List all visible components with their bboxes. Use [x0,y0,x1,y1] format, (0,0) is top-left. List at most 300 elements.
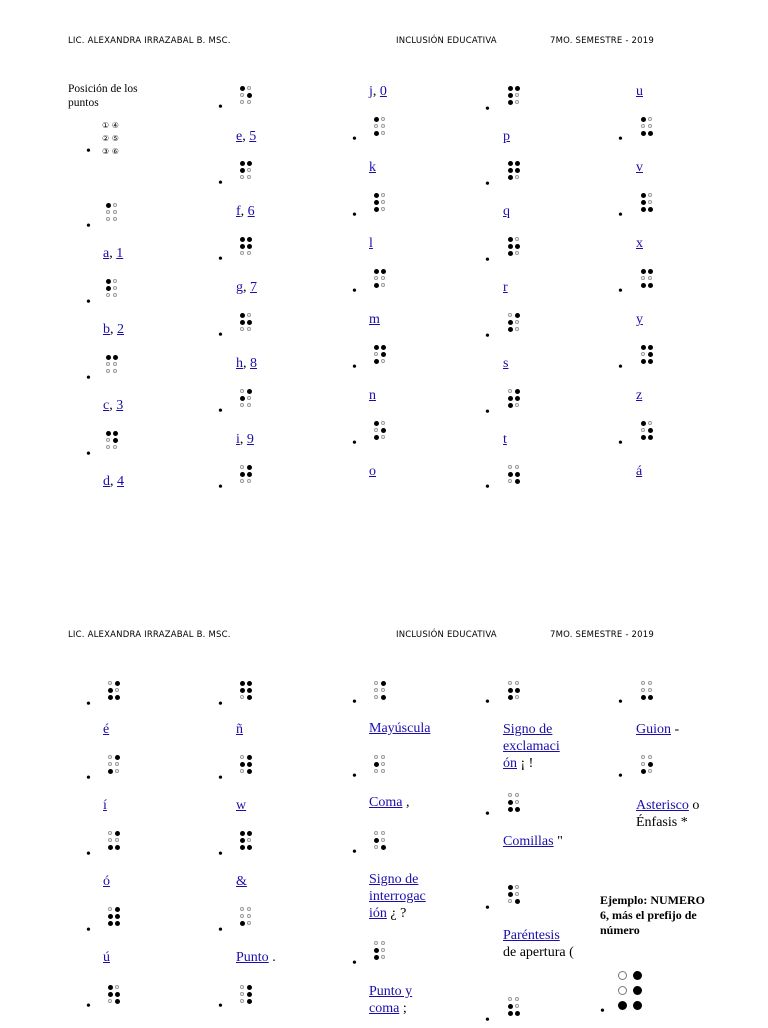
letter-link[interactable]: Punto y coma [369,984,413,1016]
braille-label [103,797,107,814]
braille-dot-raised [508,244,513,249]
bullet: • [352,284,357,299]
letter-link[interactable]: t [503,432,507,447]
letter-link[interactable]: Comillas [503,834,554,849]
braille-dot-raised [240,168,245,173]
letter-link[interactable]: o [369,464,376,479]
bullet: • [86,447,91,462]
bullet: • [218,847,223,862]
number-link[interactable]: 1 [116,246,124,261]
braille-dot-empty [247,396,251,400]
braille-dot-raised [508,472,513,477]
letter-link[interactable]: v [636,160,643,175]
braille-dot-raised [247,237,252,242]
braille-cell [106,203,120,224]
letter-link[interactable]: x [636,236,643,251]
letter-link[interactable]: k [369,160,376,175]
letter-link[interactable]: u [636,84,643,99]
braille-dot-raised [108,921,113,926]
braille-label [369,235,373,252]
braille-dot-empty [106,369,110,373]
bullet: • [218,252,223,267]
braille-dot-raised [113,355,118,360]
braille-dot-raised [106,203,111,208]
letter-link[interactable]: & [236,874,247,889]
braille-dot-raised [381,695,386,700]
letter-link[interactable]: c [103,398,110,413]
braille-dot-raised [374,948,379,953]
number-link[interactable]: 3 [116,398,124,413]
braille-dot-empty [508,479,512,483]
braille-dot-empty [240,327,244,331]
braille-dot-empty [515,251,519,255]
letter-link[interactable]: b [103,322,110,337]
letter-link[interactable]: z [636,388,643,403]
braille-dot-raised [240,320,245,325]
bullet: • [618,436,623,451]
separator: , [109,246,117,261]
braille-dot-raised [106,355,111,360]
braille-label [369,311,380,328]
braille-dot-raised [515,389,520,394]
letter-link[interactable]: Mayúscula [369,721,431,736]
braille-dot-raised [115,831,120,836]
symbol-text: ¡ ! [517,756,534,771]
bullet: • [618,284,623,299]
bullet: • [600,1004,605,1019]
braille-dot-empty [108,838,112,842]
braille-dot-empty [381,955,385,959]
braille-cell [508,885,522,906]
braille-dot-empty [374,688,378,692]
letter-link[interactable]: Paréntesis [503,928,560,943]
braille-dot-empty [515,327,519,331]
bullet: • [86,697,91,712]
braille-dot-empty [641,428,645,432]
letter-link[interactable]: e [236,129,243,144]
braille-cell [374,193,388,214]
braille-label [369,871,441,922]
braille-dot-empty [515,100,519,104]
braille-label [503,355,508,372]
braille-dot-raised [108,769,113,774]
braille-dot-empty [240,695,244,699]
letter-link[interactable]: i [236,432,240,447]
bullet: • [618,360,623,375]
braille-dot-empty [247,168,251,172]
number-link[interactable]: 8 [250,356,257,371]
braille-dot-empty [381,755,385,759]
braille-dot-raised [641,435,646,440]
braille-dot-empty [247,251,251,255]
braille-dot-raised [374,421,379,426]
braille-dot-empty [381,124,385,128]
number-link[interactable]: 4 [117,474,124,489]
braille-dot-empty [508,465,512,469]
letter-link[interactable]: ó [103,874,110,889]
braille-dot-empty [648,200,652,204]
braille-dot-raised [515,168,520,173]
number-link[interactable]: 2 [117,322,124,337]
braille-dot-raised [115,695,120,700]
braille-dot-empty [508,793,512,797]
braille-dot-raised [108,688,113,693]
braille-dot-raised [108,985,113,990]
braille-dot-raised [508,327,513,332]
braille-dot-empty [374,276,378,280]
braille-dot-empty [108,681,112,685]
braille-label [636,159,643,176]
braille-dot-empty [240,479,244,483]
letter-link[interactable]: y [636,312,643,327]
braille-cell [641,117,655,138]
letter-link[interactable]: á [636,464,643,479]
bullet: • [485,480,490,495]
braille-dot-empty [240,403,244,407]
braille-dot-empty [618,971,627,980]
braille-label [369,387,376,404]
braille-dot-raised [515,899,520,904]
braille-cell [106,431,120,452]
braille-dot-raised [374,955,379,960]
braille-cell [374,681,388,702]
braille-dot-empty [108,755,112,759]
braille-dot-raised [108,992,113,997]
separator: , [110,322,117,337]
braille-dot-raised [247,769,252,774]
braille-dot-raised [515,472,520,477]
braille-label [503,431,507,448]
braille-dot-raised [374,283,379,288]
braille-dot-empty [381,359,385,363]
braille-label [503,833,575,850]
letter-link[interactable]: q [503,204,510,219]
separator: , [109,398,117,413]
braille-cell [508,86,522,107]
braille-dot-raised [515,479,520,484]
braille-dot-empty [508,313,512,317]
braille-dot-raised [381,352,386,357]
bullet: • [218,999,223,1014]
letter-link[interactable]: d [103,474,110,489]
braille-cell [374,831,388,852]
braille-dot-empty [374,681,378,685]
braille-dot-raised [641,345,646,350]
number-link[interactable]: 6 [247,204,255,219]
braille-dot-raised [515,396,520,401]
braille-dot-empty [240,992,244,996]
braille-dot-raised [381,345,386,350]
braille-dot-empty [381,283,385,287]
bullet: • [485,405,490,420]
braille-dot-raised [508,93,513,98]
braille-dot-empty [247,914,251,918]
letter-link[interactable]: r [503,280,508,295]
bullet: • [485,1013,490,1028]
braille-dot-raised [641,769,646,774]
braille-label [369,463,376,480]
braille-dot-empty [648,124,652,128]
symbol-text: ; [399,1001,407,1016]
braille-dot-empty [247,100,251,104]
bullet: • [218,480,223,495]
braille-cell [641,681,655,702]
symbol-text: . [268,950,276,965]
braille-dot-raised [374,269,379,274]
braille-dot-raised [374,838,379,843]
braille-dot-empty [515,892,519,896]
braille-dot-raised [240,838,245,843]
braille-label [103,873,110,890]
braille-dot-raised [247,845,252,850]
braille-cell [508,793,522,814]
braille-dot-raised [106,431,111,436]
bullet: • [485,807,490,822]
braille-dot-empty [374,695,378,699]
letter-link[interactable]: m [369,312,380,327]
braille-dot-raised [648,352,653,357]
braille-cell [374,941,388,962]
braille-dot-raised [648,695,653,700]
braille-dot-raised [247,985,252,990]
letter-link[interactable]: é [103,722,110,737]
letter-link[interactable]: í [103,798,107,813]
braille-dot-raised [247,831,252,836]
braille-dot-empty [381,769,385,773]
braille-cell [374,117,388,138]
bullet: • [618,695,623,710]
letter-link[interactable]: p [503,129,510,144]
braille-dot-empty [515,403,519,407]
braille-dot-empty [240,93,244,97]
braille-dot-raised [648,131,653,136]
braille-dot-empty [641,681,645,685]
braille-cell [508,389,522,410]
braille-dot-raised [508,403,513,408]
header-author-2: LIC. ALEXANDRA IRRAZABAL B. MSC. [68,630,231,640]
braille-dot-raised [515,688,520,693]
letter-link[interactable]: Signo de exclamaci ón [503,722,560,771]
braille-dot-empty [515,175,519,179]
letter-link[interactable]: Coma [369,795,403,810]
braille-dot-raised [633,986,642,995]
braille-dot-raised [641,421,646,426]
braille-dot-raised [515,244,520,249]
braille-dot-raised [641,131,646,136]
braille-label [103,949,110,966]
braille-dot-raised [508,161,513,166]
braille-dot-raised [108,695,113,700]
bullet: • [352,845,357,860]
braille-dot-raised [508,807,513,812]
braille-label [236,721,243,738]
braille-dot-empty [106,438,110,442]
braille-dot-empty [374,352,378,356]
bullet: • [218,697,223,712]
letter-link[interactable]: l [369,236,373,251]
braille-dot-empty [240,175,244,179]
braille-cell [508,313,522,334]
bullet: • [618,769,623,784]
bullet: • [618,132,623,147]
letter-link[interactable]: a [103,246,110,261]
letter-link[interactable]: j [369,84,373,99]
braille-dot-empty [247,907,251,911]
braille-dot-empty [115,688,119,692]
braille-label [236,431,254,448]
braille-dot-raised [508,86,513,91]
letter-link[interactable]: Guion [636,722,671,737]
braille-dot-raised [240,688,245,693]
braille-dot-empty [515,465,519,469]
symbol-text: o Énfasis * [636,798,700,830]
braille-dot-empty [381,435,385,439]
letter-link[interactable]: w [236,798,247,813]
bullet: • [352,436,357,451]
legend-title: Posición de los puntos [68,83,138,109]
braille-dot-raised [106,286,111,291]
braille-dot-empty [648,421,652,425]
header-subject: INCLUSIÓN EDUCATIVA [396,36,497,46]
braille-cell [106,355,120,376]
bullet: • [86,219,91,234]
braille-dot-raised [247,161,252,166]
braille-dot-empty [648,688,652,692]
braille-label [236,279,257,296]
braille-cell [108,985,122,1006]
bullet: • [218,176,223,191]
braille-dot-empty [247,838,251,842]
braille-dot-raised [374,359,379,364]
braille-dot-raised [247,93,252,98]
letter-link[interactable]: s [503,356,509,371]
braille-label [503,279,508,296]
braille-dot-raised [247,465,252,470]
braille-dot-raised [508,892,513,897]
letter-link[interactable]: n [369,388,376,403]
braille-dot-empty [247,327,251,331]
number-link[interactable]: 9 [246,432,254,447]
header-author: LIC. ALEXANDRA IRRAZABAL B. MSC. [68,36,231,46]
braille-dot-empty [515,997,519,1001]
letter-link[interactable]: ú [103,950,110,965]
braille-cell [641,755,655,776]
braille-dot-raised [108,845,113,850]
braille-dot-raised [240,762,245,767]
letter-link[interactable]: Signo de interrogac ión [369,872,426,921]
braille-dot-empty [374,124,378,128]
symbol-text: - [671,722,680,737]
braille-cell [508,237,522,258]
braille-cell [240,907,254,928]
braille-cell [240,237,254,258]
braille-dot-raised [508,1004,513,1009]
braille-dot-empty [108,831,112,835]
braille-dot-raised [508,688,513,693]
braille-dot-raised [508,396,513,401]
braille-cell [240,831,254,852]
bullet: • [218,404,223,419]
bullet: • [86,295,91,310]
braille-label [103,397,123,414]
braille-label [636,797,706,831]
letter-link[interactable]: Asterisco [636,798,689,813]
braille-dot-raised [240,921,245,926]
braille-dot-empty [106,445,110,449]
bullet: • [218,771,223,786]
number-link[interactable]: 5 [249,129,257,144]
braille-dot-empty [106,210,110,214]
braille-dot-raised [374,762,379,767]
braille-label [636,311,643,328]
braille-label [236,128,256,145]
braille-label [636,387,642,404]
braille-label [103,321,124,338]
braille-dot-empty [113,362,117,366]
braille-dot-empty [374,831,378,835]
braille-dot-raised [515,86,520,91]
braille-dot-raised [515,161,520,166]
braille-dot-empty [113,293,117,297]
braille-cell [508,997,522,1018]
bullet: • [218,328,223,343]
braille-label [503,721,575,772]
braille-label [503,927,575,961]
bullet: • [352,132,357,147]
braille-dot-empty [113,203,117,207]
bullet: • [352,956,357,971]
bullet: • [86,923,91,938]
bullet: • [86,144,91,159]
letter-link[interactable]: h [236,356,243,371]
braille-dot-empty [641,762,645,766]
braille-dot-empty [648,117,652,121]
braille-cell [508,465,522,486]
braille-dot-raised [648,345,653,350]
braille-dot-empty [515,1004,519,1008]
braille-dot-empty [113,369,117,373]
number-link[interactable]: 7 [250,280,257,295]
braille-dot-raised [648,359,653,364]
bullet: • [485,253,490,268]
bullet: • [86,999,91,1014]
braille-dot-raised [115,681,120,686]
braille-dot-empty [515,695,519,699]
letter-link[interactable]: f [236,204,241,219]
letter-link[interactable]: Punto [236,950,269,965]
braille-dot-raised [240,472,245,477]
braille-dot-raised [240,845,245,850]
braille-dot-empty [381,117,385,121]
bullet: • [485,177,490,192]
letter-link[interactable]: g [236,280,243,295]
letter-link[interactable]: ñ [236,722,243,737]
braille-cell [508,681,522,702]
braille-dot-empty [240,251,244,255]
braille-dot-raised [374,117,379,122]
braille-dot-empty [381,421,385,425]
separator: , [240,204,248,219]
braille-dot-raised [508,168,513,173]
braille-dot-raised [247,999,252,1004]
braille-dot-raised [381,845,386,850]
header-semester-2: 7MO. SEMESTRE - 2019 [550,630,654,640]
number-link[interactable]: 0 [379,84,387,99]
braille-dot-raised [508,695,513,700]
braille-dot-raised [508,175,513,180]
braille-dot-raised [247,389,252,394]
braille-dot-raised [515,807,520,812]
